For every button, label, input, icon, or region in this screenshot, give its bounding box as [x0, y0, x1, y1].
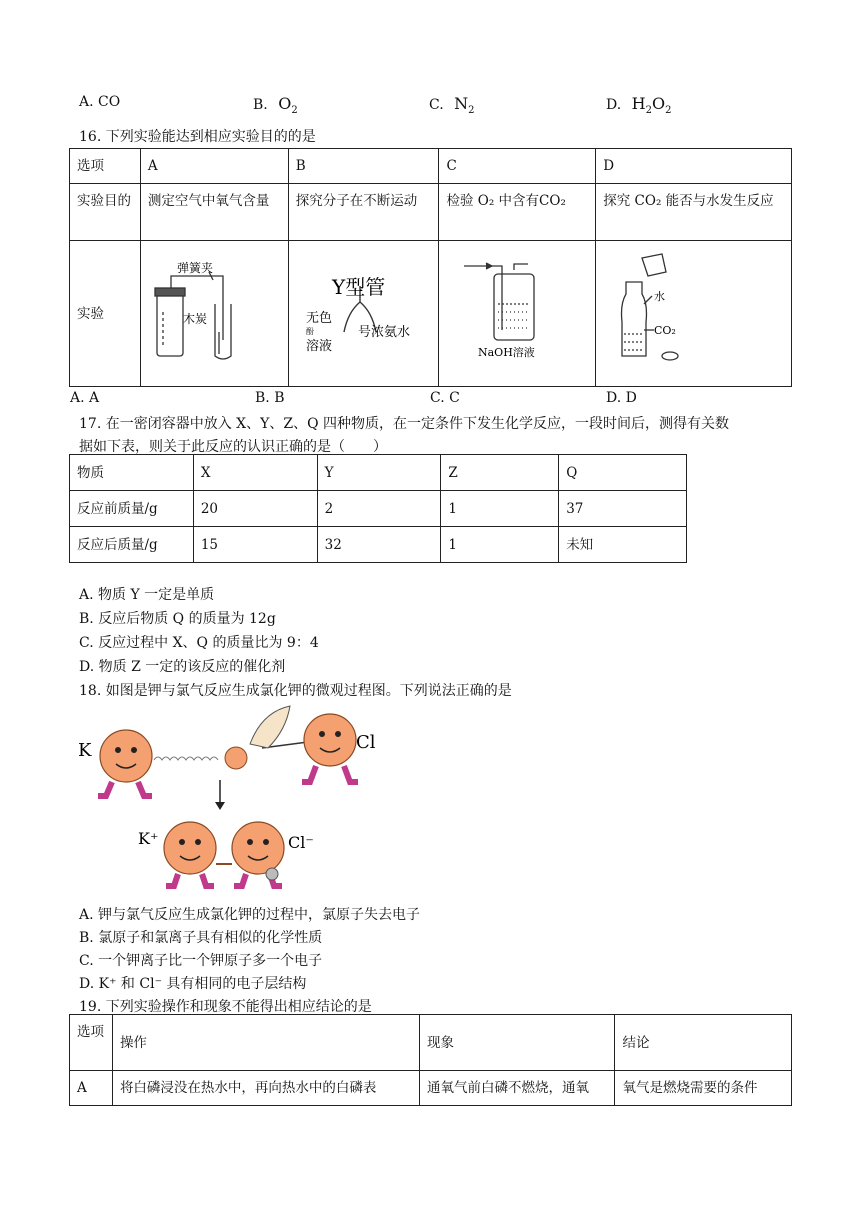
potassium-chlorine-reaction-figure: [72, 702, 392, 898]
cl-ion-label: Cl⁻: [288, 833, 314, 852]
q15-option-c: [429, 94, 475, 116]
apparatus-d-co2-label: CO₂: [654, 324, 676, 337]
table-cell: 操作: [112, 1015, 419, 1071]
q18-option-c: C. 一个钾离子比一个钾原子多一个电子: [79, 953, 323, 969]
k-ion-label: K⁺: [138, 829, 159, 848]
q17-stem-line1: 17. 在一密闭容器中放入 X、Y、Z、Q 四种物质，在一定条件下发生化学反应，一段时间后，测得有关数: [79, 416, 730, 432]
table-cell: 2: [317, 491, 441, 527]
q17-option-c: C. 反应过程中 X、Q 的质量比为 9：4: [79, 635, 319, 651]
table-cell: 实验: [70, 241, 141, 387]
table-cell: 将白磷浸没在热水中，再向热水中的白磷表: [112, 1071, 419, 1106]
table-cell: 氧气是燃烧需要的条件: [615, 1071, 792, 1106]
table-cell: 1: [441, 527, 559, 563]
table-cell: 32: [317, 527, 441, 563]
k-atom-label: K: [78, 740, 92, 761]
table-cell: B: [288, 149, 439, 184]
q15-option-b-formula: O: [278, 94, 292, 113]
table-cell: 探究分子在不断运动: [288, 184, 439, 241]
table-cell: 37: [559, 491, 687, 527]
table-cell: 结论: [615, 1015, 792, 1071]
table-cell: 反应前质量/g: [70, 491, 194, 527]
q17-stem-line2: 据如下表，则关于此反应的认识正确的是（ ）: [79, 439, 387, 455]
q15-option-d: [606, 94, 671, 116]
table-row: [70, 455, 687, 491]
q15-option-c-formula: N: [454, 94, 469, 113]
table-cell: 物质: [70, 455, 194, 491]
q18-option-a: A. 钾与氯气反应生成氯化钾的过程中，氯原子失去电子: [79, 907, 421, 923]
table-cell: Q: [559, 455, 687, 491]
table-cell: 未知: [559, 527, 687, 563]
apparatus-a-charcoal-label: 木炭: [183, 312, 208, 326]
q17-table: [69, 454, 687, 563]
q16-option-a: A. A: [70, 390, 100, 406]
q15-option-d-sub2: 2: [665, 104, 672, 116]
apparatus-a-figure: [145, 252, 245, 364]
q16-option-d: D. D: [606, 390, 637, 406]
q19-table: [69, 1014, 792, 1106]
table-cell: 选项: [70, 149, 141, 184]
table-cell: 测定空气中氧气含量: [140, 184, 288, 241]
table-cell: 反应后质量/g: [70, 527, 194, 563]
table-cell: 选项: [70, 1015, 113, 1071]
table-cell: D: [596, 149, 792, 184]
apparatus-b-right-label: 号浓氨水: [358, 325, 411, 340]
table-cell: 现象: [420, 1015, 615, 1071]
apparatus-b-left-label2: 酚: [306, 327, 314, 336]
q18-option-b: B. 氯原子和氯离子具有相似的化学性质: [79, 930, 323, 946]
table-row: [70, 491, 687, 527]
q15-option-c-sub: 2: [468, 104, 475, 116]
apparatus-b-left-label3: 溶液: [306, 339, 333, 354]
q16-option-b: B. B: [255, 390, 285, 406]
cl-atom-label: Cl: [356, 732, 376, 753]
table-cell: A: [140, 149, 288, 184]
q17-option-b: B. 反应后物质 Q 的质量为 12g: [79, 611, 276, 627]
apparatus-b-left-label1: 无色: [306, 311, 333, 326]
apparatus-d-water-label: 水: [654, 290, 665, 303]
table-cell: 1: [441, 491, 559, 527]
table-row: [70, 1071, 792, 1106]
q15-option-d-label: D.: [606, 97, 622, 113]
q15-option-c-label: C.: [429, 97, 444, 113]
table-cell: Y: [317, 455, 441, 491]
table-cell: X: [193, 455, 317, 491]
q15-option-a: A. CO: [79, 94, 121, 110]
table-row: [70, 184, 792, 241]
table-cell: Z: [441, 455, 559, 491]
table-cell: 探究 CO₂ 能否与水发生反应: [596, 184, 792, 241]
q18-option-d: D. K⁺ 和 Cl⁻ 具有相同的电子层结构: [79, 976, 307, 992]
q19-stem: 19. 下列实验操作和现象不能得出相应结论的是: [79, 999, 372, 1015]
q17-option-a: A. 物质 Y 一定是单质: [79, 587, 215, 603]
q15-option-b-label: B.: [253, 97, 268, 113]
q18-stem: 18. 如图是钾与氯气反应生成氯化钾的微观过程图。下列说法正确的是: [79, 683, 512, 699]
apparatus-c-figure: [458, 260, 578, 362]
q16-stem: 16. 下列实验能达到相应实验目的的是: [79, 129, 316, 145]
apparatus-b-tube-label: Y型管: [332, 275, 386, 299]
table-cell: C: [439, 149, 596, 184]
table-cell: 检验 O₂ 中含有CO₂: [439, 184, 596, 241]
apparatus-c-label: NaOH溶液: [478, 346, 535, 359]
table-cell: 通氧气前白磷不燃烧，通氧: [420, 1071, 615, 1106]
q15-option-d-formula2: O: [651, 94, 666, 113]
q15-option-d-sub: 2: [645, 104, 652, 116]
table-cell: 实验目的: [70, 184, 141, 241]
q16-option-c: C. C: [430, 390, 460, 406]
table-cell: 20: [193, 491, 317, 527]
table-cell: 15: [193, 527, 317, 563]
q15-option-b: [253, 94, 298, 116]
q15-option-d-formula: H: [631, 94, 646, 113]
q17-option-d: D. 物质 Z 一定的该反应的催化剂: [79, 659, 286, 675]
table-row: [70, 149, 792, 184]
table-cell: A: [70, 1071, 113, 1106]
table-row: [70, 1015, 792, 1071]
apparatus-b-figure: [300, 266, 440, 366]
apparatus-a-clip-label: 弹簧夹: [177, 261, 214, 275]
apparatus-d-figure: [612, 252, 692, 366]
table-row: [70, 527, 687, 563]
q15-option-b-sub: 2: [291, 104, 298, 116]
